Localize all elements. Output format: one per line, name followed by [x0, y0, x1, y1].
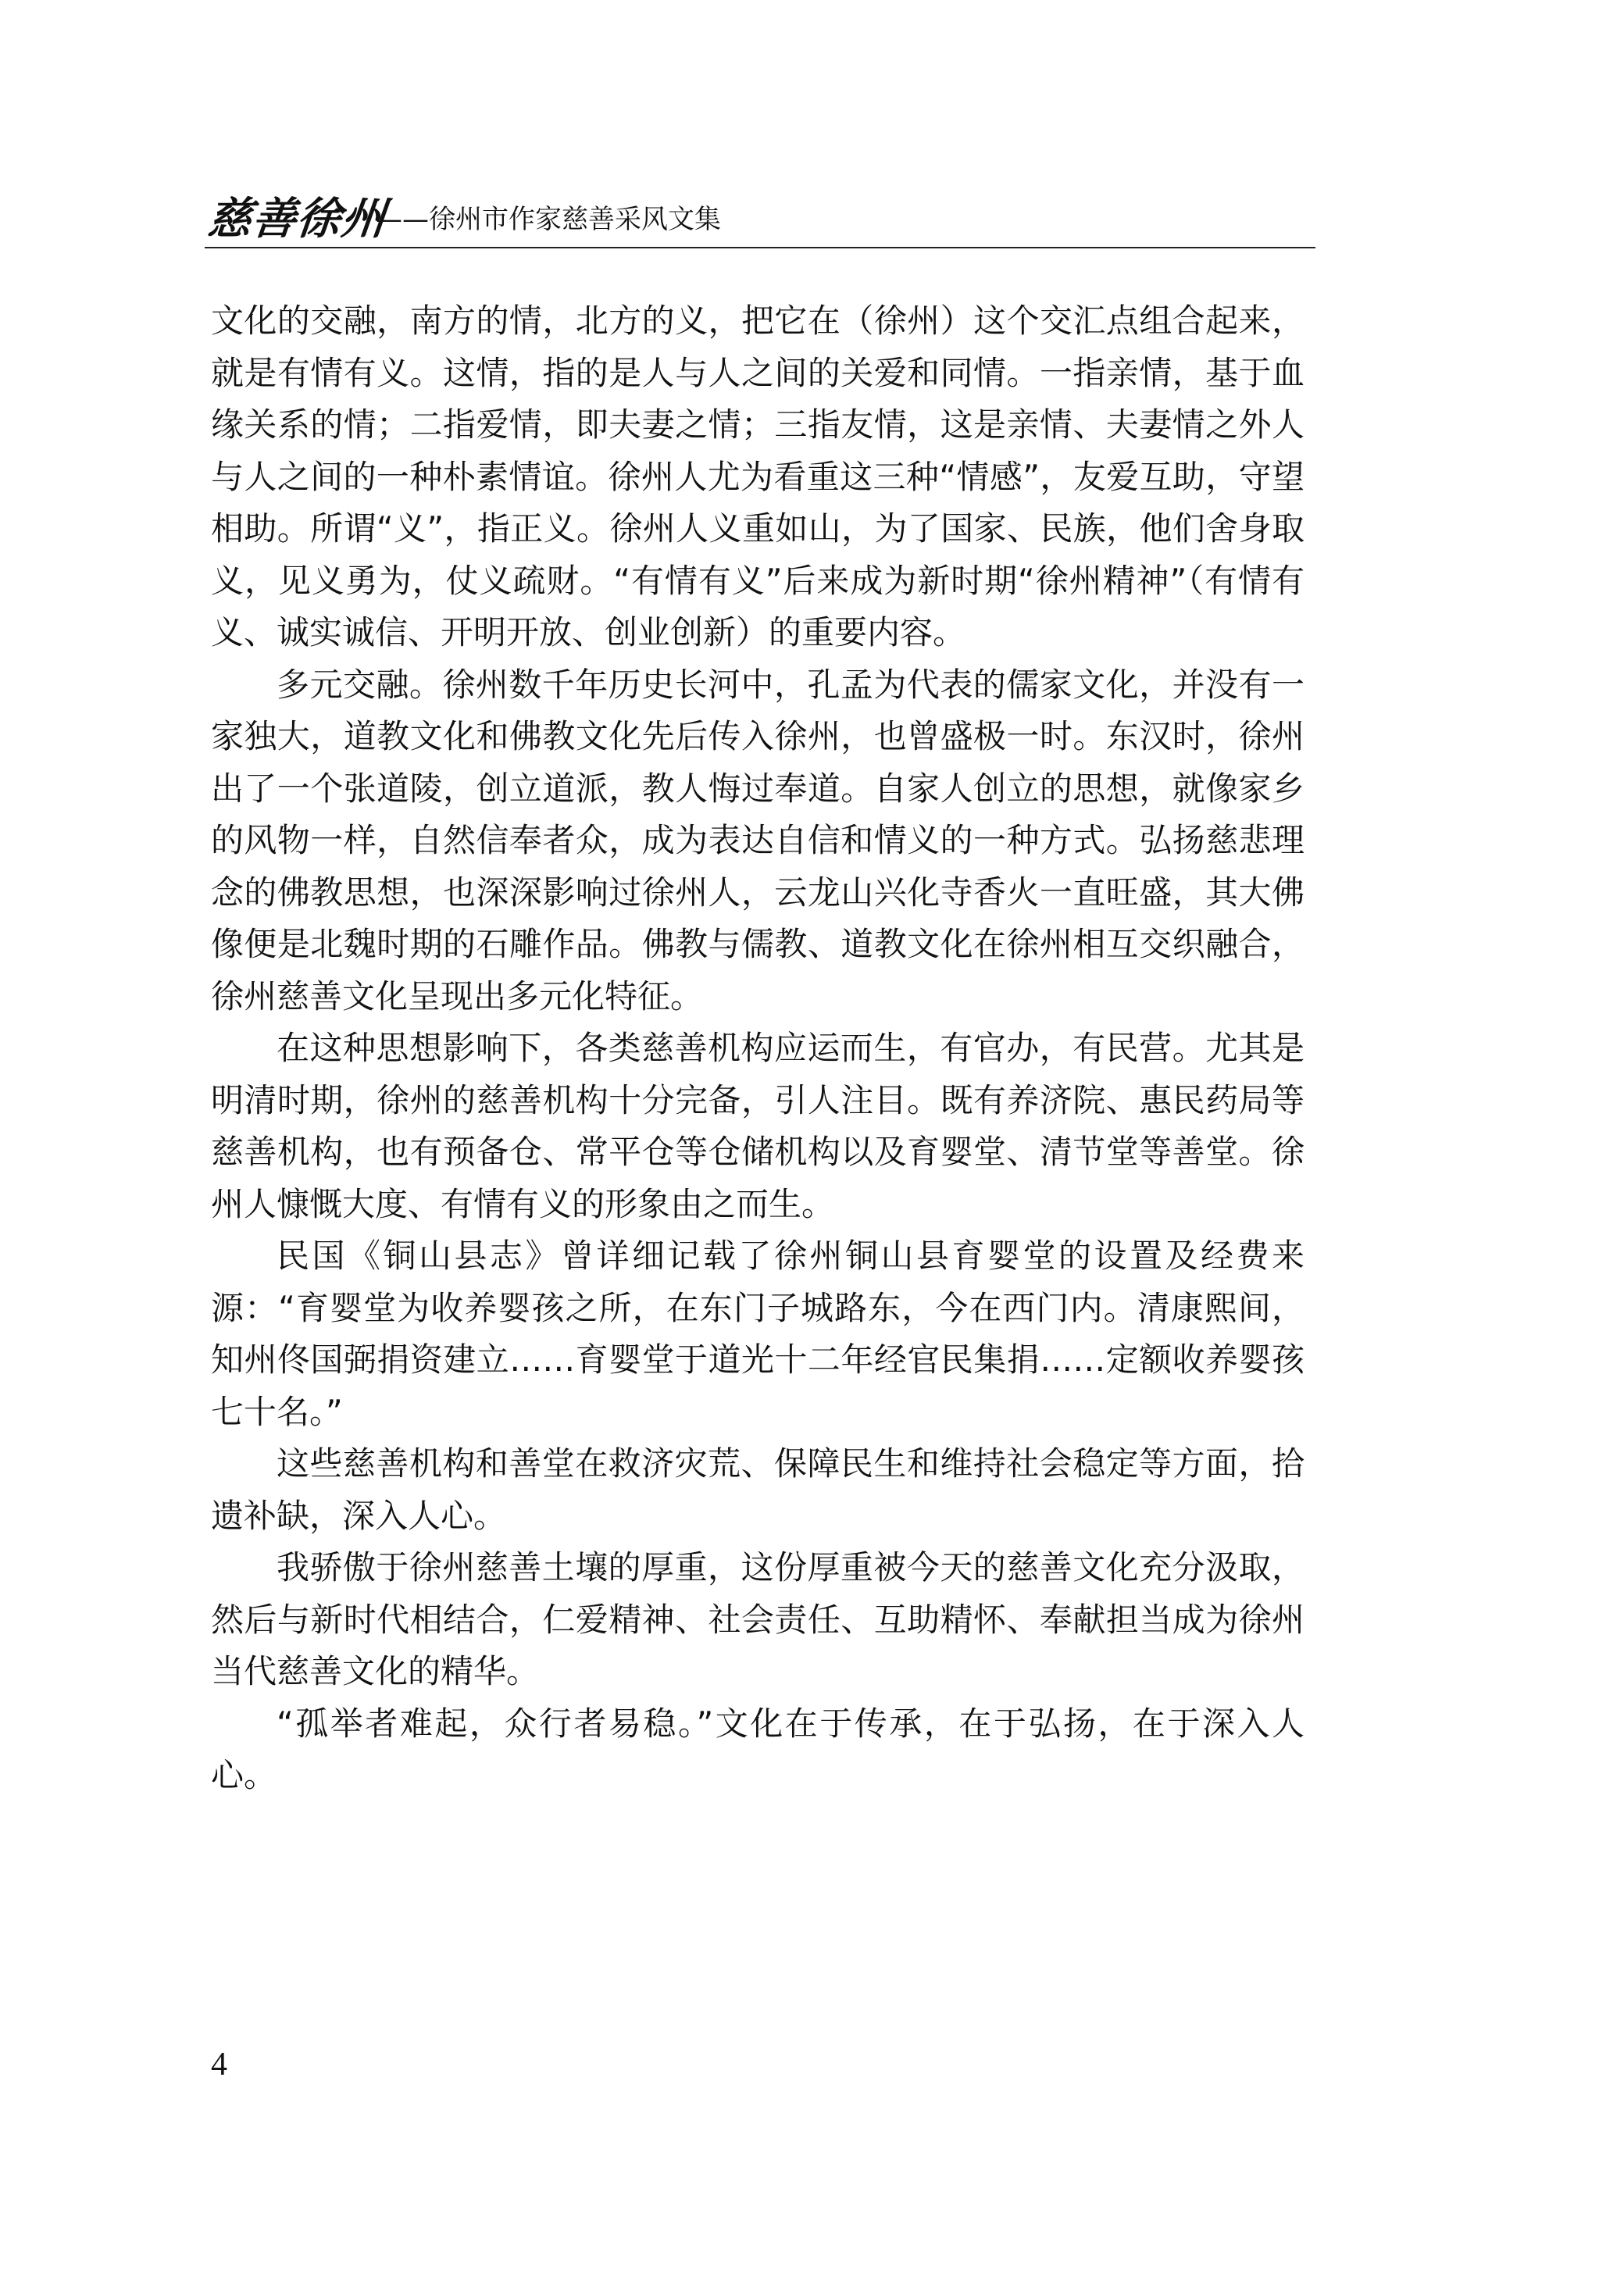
header-title: 慈善徐州: [205, 193, 389, 244]
body-text: [211, 295, 1305, 1802]
paragraph-7: “孤举者难起，众行者易稳。”文化在于传承，在于弘扬，在于深入人心。: [211, 1704, 1305, 1794]
header-subtitle: ——徐州市作家慈善采风文集: [376, 204, 721, 235]
page-number: 4: [211, 2047, 227, 2083]
paragraph-2: 多元交融。徐州数千年历史长河中，孔孟为代表的儒家文化，并没有一家独大，道教文化和佛教文化先后传入徐州，也曾盛极一时。东汉时，徐州出了一个张道陵，创立道派，教人悔过奉道。自家人创立的思想，就像家乡的风物一样，自然信奉者众，成为表达自信和情义的一种方式。弘扬慈悲理念的佛教思想，也深深影响过徐州人，云龙山兴化寺香火一直旺盛，其大佛像便是北魏时期的石雕作品。佛教与儒教、道教文化在徐州相互交织融合，徐州慈善文化呈现出多元化特征。: [211, 665, 1305, 1015]
paragraph-5: 这些慈善机构和善堂在救济灾荒、保障民生和维持社会稳定等方面，拾遗补缺，深入人心。: [211, 1444, 1305, 1535]
paragraph-6: 我骄傲于徐州慈善土壤的厚重，这份厚重被今天的慈善文化充分汲取，然后与新时代相结合，仁爱精神、社会责任、互助精怀、奉献担当成为徐州当代慈善文化的精华。: [211, 1548, 1305, 1690]
paragraph-1: 文化的交融，南方的情，北方的义，把它在（徐州）这个交汇点组合起来，就是有情有义。这情，指的是人与人之间的关爱和同情。一指亲情，基于血缘关系的情；二指爱情，即夫妻之情；三指友情，这是亲情、夫妻情之外人与人之间的一种朴素情谊。徐州人尤为看重这三种“情感”，友爱互助，守望相助。所谓“义”，指正义。徐州人义重如山，为了国家、民族，他们舍身取义，见义勇为，仗义疏财。“有情有义”后来成为新时期“徐州精神”（有情有义、诚实诚信、开明开放、创业创新）的重要内容。: [211, 302, 1305, 651]
running-header: [205, 191, 1315, 247]
paragraph-3: 在这种思想影响下，各类慈善机构应运而生，有官办，有民营。尤其是明清时期，徐州的慈善机构十分完备，引人注目。既有养济院、惠民药局等慈善机构，也有预备仓、常平仓等仓储机构以及育婴堂、清节堂等善堂。徐州人慷慨大度、有情有义的形象由之而生。: [211, 1029, 1305, 1223]
header-divider: [205, 247, 1315, 248]
paragraph-4: 民国《铜山县志》曾详细记载了徐州铜山县育婴堂的设置及经费来源：“育婴堂为收养婴孩之所，在东门子城路东，今在西门内。清康熙间，知州佟国弼捐资建立……育婴堂于道光十二年经官民集捐……定额收养婴孩七十名。”: [211, 1237, 1305, 1431]
